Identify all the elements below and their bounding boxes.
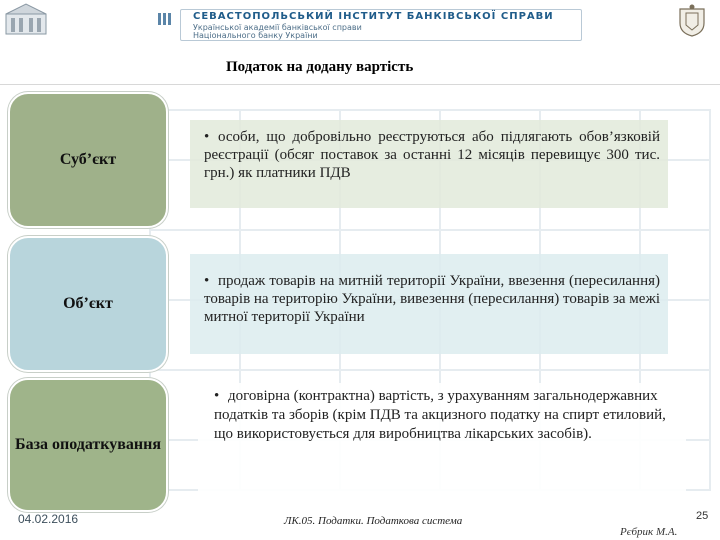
description-subject-text: особи, що добровільно реєструються або підлягають обов’язковій реєстрації (обсяг поставок за останні 12 місяців перевищує 300 тис. грн.) як платники ПДВ xyxy=(204,129,660,181)
description-tax-base xyxy=(198,383,686,498)
header xyxy=(0,0,720,52)
footer-date: 04.02.2016 xyxy=(18,512,79,526)
description-tax-base-text: договірна (контрактна) вартість, з урахуванням загальнодержавних податків та зборів (крім ПДВ та акцизного податку на спирт етиловий, що використовується для виробництва лікарських засобів). xyxy=(214,388,666,442)
description-subject xyxy=(190,120,668,208)
page-number: 25 xyxy=(696,510,709,522)
label-object xyxy=(8,236,168,372)
institute-mark-icon xyxy=(158,12,174,26)
footer-course: ЛК.05. Податки. Податкова система xyxy=(284,515,463,527)
footer-author: Рєбрик М.А. xyxy=(620,526,678,538)
coat-of-arms-icon xyxy=(672,3,712,37)
building-logo-icon xyxy=(4,2,48,36)
label-tax-base xyxy=(8,378,168,512)
institute-subtitle-1: Української академії банківської справи xyxy=(193,23,362,32)
institute-name-block xyxy=(180,9,582,41)
label-subject-text: Суб’єкт xyxy=(59,151,117,168)
label-subject xyxy=(8,92,168,228)
label-tax-base-text: База оподаткування xyxy=(14,436,162,453)
title-divider xyxy=(0,84,720,85)
institute-subtitle-2: Національного банку України xyxy=(193,31,318,40)
description-object-text: продаж товарів на митній території України, ввезення (пересилання) товарів на територію України, вивезення (пересилання) товарів за межі митної території України xyxy=(204,273,660,325)
institute-name: СЕВАСТОПОЛЬСЬКИЙ ІНСТИТУТ БАНКІВСЬКОЇ СПРАВИ xyxy=(193,11,554,22)
bullet-marker: • xyxy=(204,273,210,289)
title-bar xyxy=(0,52,720,88)
page-title: Податок на додану вартість xyxy=(226,59,414,75)
bullet-marker: • xyxy=(204,129,210,145)
description-object xyxy=(190,254,668,354)
bullet-marker: • xyxy=(214,388,220,404)
label-object-text: Об’єкт xyxy=(63,295,113,312)
